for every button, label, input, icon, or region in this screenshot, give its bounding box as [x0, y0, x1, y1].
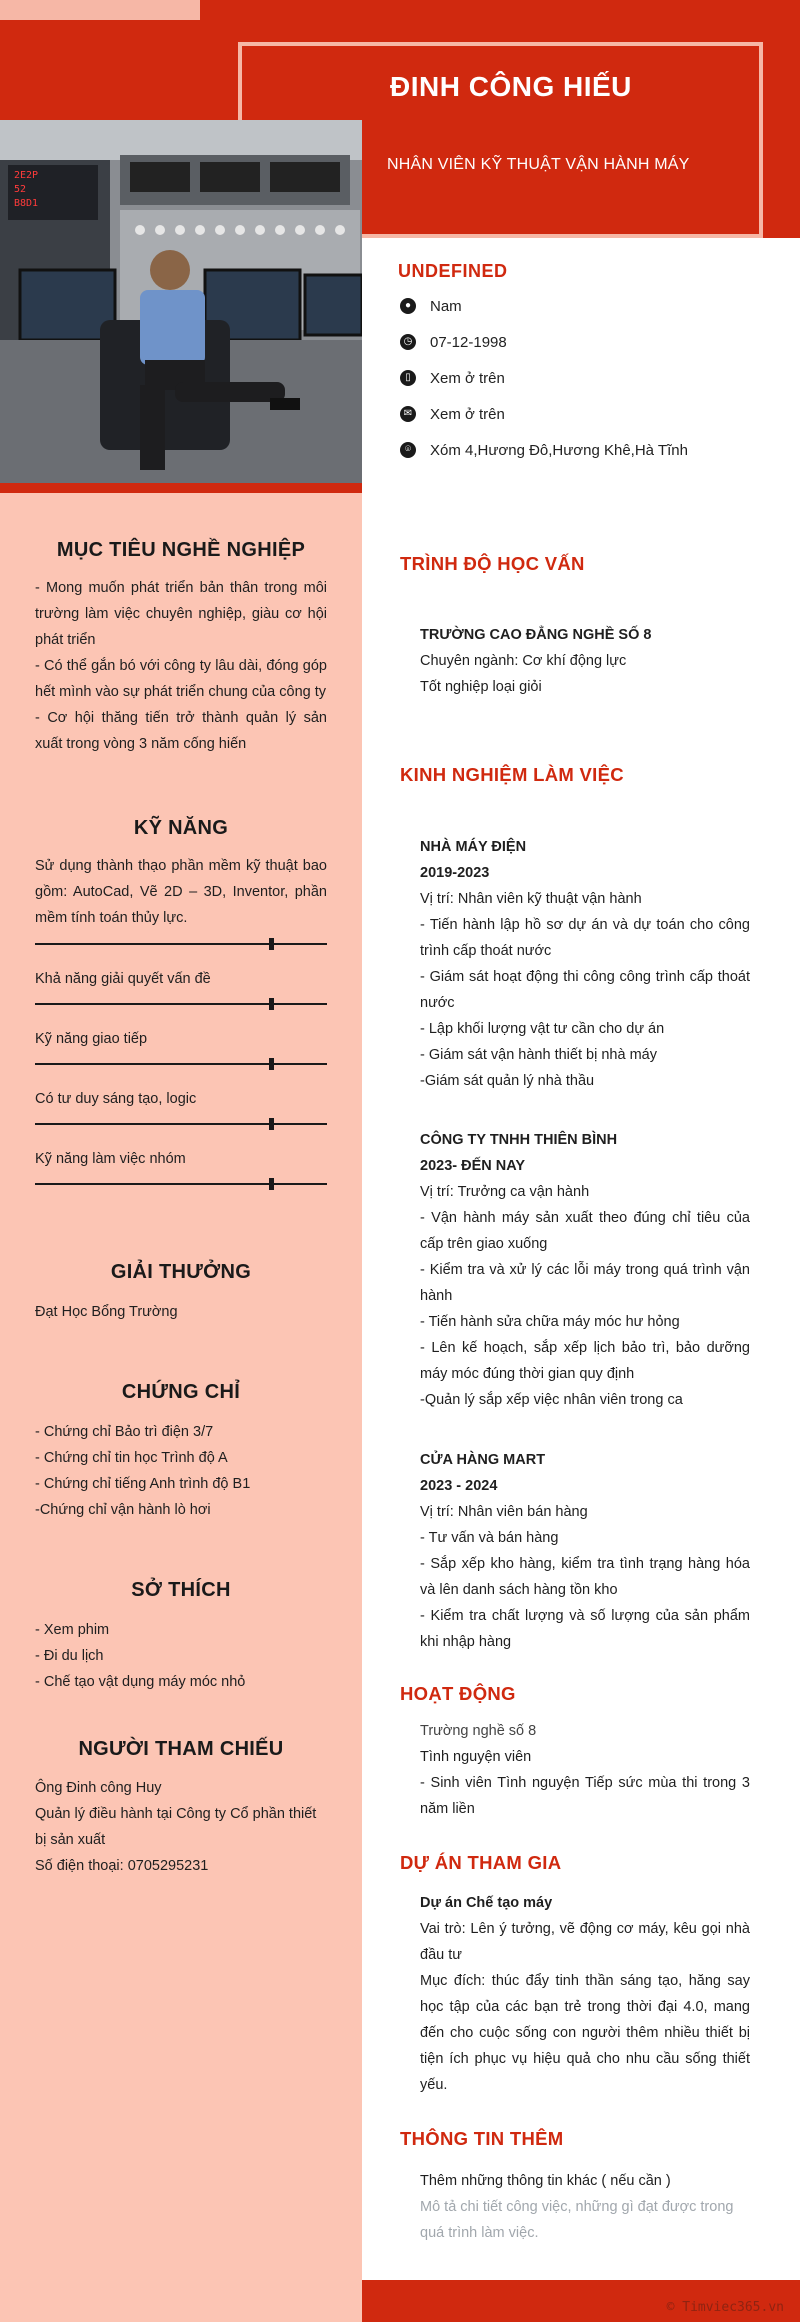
experience-job-3 [420, 1447, 750, 1655]
job-duty: - Kiểm tra và xử lý các lỗi máy trong quá trình vận hành [420, 1262, 750, 1304]
projects-block [420, 1890, 750, 2098]
job-duty: - Tiến hành sửa chữa máy móc hư hỏng [420, 1314, 680, 1330]
candidate-name: ĐINH CÔNG HIẾU [390, 71, 632, 102]
more-info-hint: Mô tả chi tiết công việc, những gì đạt được trong quá trình làm việc. [420, 2199, 734, 2241]
hobby-item: - Xem phim [35, 1622, 110, 1638]
more-info-heading: THÔNG TIN THÊM [400, 2128, 564, 2149]
hobbies-heading: SỞ THÍCH [131, 1579, 231, 1601]
job-duty: -Giám sát quản lý nhà thầu [420, 1073, 595, 1089]
job-duty: -Quản lý sắp xếp việc nhân viên trong ca [420, 1392, 683, 1408]
job-period: 2023- ĐẾN NAY [420, 1158, 526, 1174]
email-icon: ✉ [400, 406, 416, 422]
project-purpose: Mục đích: thúc đẩy tinh thần sáng tạo, hăng say học tập của các bạn trẻ trong thời đại 4.0, mang đến cho cuộc sống con người thêm nhiều thiết bị tiện ích phục vụ hiệu quả cho nhu cầu sống thiết yếu. [420, 1973, 750, 2093]
skill-knob [269, 1058, 274, 1070]
objective-line: - Mong muốn phát triển bản thân trong môi trường làm việc chuyên nghiệp, giàu cơ hội phát triển [35, 580, 327, 648]
skill-label-4: Có tư duy sáng tạo, logic [35, 1091, 197, 1107]
job-duty: - Lên kế hoạch, sắp xếp lịch bảo trì, bảo dưỡng máy móc đúng thời gian quy định [420, 1340, 750, 1382]
person-icon: ● [400, 298, 416, 314]
project-role: Vai trò: Lên ý tưởng, vẽ động cơ máy, kêu gọi nhà đầu tư [420, 1921, 750, 1963]
objective-text [35, 575, 327, 757]
skill-bar-5 [35, 1183, 327, 1185]
skill-label-1: Sử dụng thành thạo phần mềm kỹ thuật bao gồm: AutoCad, Vẽ 2D – 3D, Inventor, phần mềm tính toán thủy lực. [35, 858, 327, 926]
job-duty: - Lập khối lượng vật tư cần cho dự án [420, 1021, 665, 1037]
skill-knob [269, 998, 274, 1010]
info-email-text: Xem ở trên [430, 405, 505, 423]
job-duty: - Vận hành máy sản xuất theo đúng chỉ tiêu của cấp trên giao xuống [420, 1210, 750, 1252]
job-company: CÔNG TY TNHH THIÊN BÌNH [420, 1132, 618, 1148]
projects-heading: DỰ ÁN THAM GIA [400, 1852, 562, 1873]
job-company: NHÀ MÁY ĐIỆN [420, 839, 527, 855]
info-phone-text: Xem ở trên [430, 369, 505, 387]
awards-text: Đạt Học Bổng Trường [35, 1304, 178, 1320]
project-name: Dự án Chế tạo máy [420, 1895, 553, 1911]
activity-role: Tình nguyện viên [420, 1749, 532, 1765]
certificate-item: - Chứng chỉ tin học Trình độ A [35, 1450, 228, 1466]
skill-bar-2 [35, 1003, 327, 1005]
info-phone [400, 366, 505, 390]
certificate-item: -Chứng chỉ vận hành lò hơi [35, 1502, 211, 1518]
experience-heading: KINH NGHIỆM LÀM VIỆC [400, 764, 624, 785]
certificates-heading: CHỨNG CHỈ [121, 1381, 241, 1403]
skill-bar-4 [35, 1123, 327, 1125]
activity-desc: - Sinh viên Tình nguyện Tiếp sức mùa thi trong 3 năm liền [420, 1775, 750, 1817]
job-period: 2023 - 2024 [420, 1478, 498, 1494]
references-heading: NGƯỜI THAM CHIẾU [78, 1738, 284, 1760]
skill-bar-3 [35, 1063, 327, 1065]
personal-info-panel [362, 238, 800, 493]
info-gender-text: Nam [430, 297, 462, 315]
more-info-line: Thêm những thông tin khác ( nếu cần ) [420, 2173, 671, 2189]
skill-label-3: Kỹ năng giao tiếp [35, 1031, 148, 1047]
education-block [420, 622, 750, 700]
hobbies-list [35, 1617, 327, 1695]
certificate-item: - Chứng chỉ tiếng Anh trình độ B1 [35, 1476, 251, 1492]
job-duty: - Tiến hành lập hồ sơ dự án và dự toán cho công trình cấp thoát nước [420, 917, 750, 959]
job-duty: - Giám sát vận hành thiết bị nhà máy [420, 1047, 657, 1063]
experience-job-2 [420, 1127, 750, 1413]
education-school: TRƯỜNG CAO ĐẲNG NGHỀ SỐ 8 [420, 627, 652, 643]
education-result: Tốt nghiệp loại giỏi [420, 679, 542, 695]
svg-text:2E2P: 2E2P [14, 170, 39, 181]
skills-heading: KỸ NĂNG [133, 817, 229, 839]
references-list [35, 1775, 327, 1879]
phone-icon: ▯ [400, 370, 416, 386]
job-duty: - Kiểm tra chất lượng và số lượng của sản phẩm khi nhập hàng [420, 1608, 750, 1650]
profile-photo [0, 120, 362, 483]
awards-heading: GIẢI THƯỞNG [110, 1261, 252, 1283]
personal-info-heading: UNDEFINED [398, 261, 508, 281]
job-duty: - Tư vấn và bán hàng [420, 1530, 559, 1546]
info-birthday [400, 330, 507, 354]
job-role: Vị trí: Nhân viên bán hàng [420, 1504, 588, 1520]
reference-line: Ông Đinh công Huy [35, 1780, 162, 1796]
job-role: Vị trí: Trưởng ca vận hành [420, 1184, 590, 1200]
certificate-item: - Chứng chỉ Bảo trì điện 3/7 [35, 1424, 214, 1440]
info-address [400, 438, 688, 462]
objective-heading: MỤC TIÊU NGHỀ NGHIỆP [56, 539, 306, 561]
skill-label-2: Khả năng giải quyết vấn đề [35, 971, 211, 987]
job-duty: - Sắp xếp kho hàng, kiểm tra tình trạng hàng hóa và lên danh sách hàng tồn kho [420, 1556, 750, 1598]
header-accent-strip [0, 0, 200, 20]
skill-label-5: Kỹ năng làm việc nhóm [35, 1151, 186, 1167]
hobby-item: - Chế tạo vật dụng máy móc nhỏ [35, 1674, 246, 1690]
more-info-block [420, 2168, 750, 2246]
objective-line: - Cơ hội thăng tiến trở thành quản lý sản xuất trong vòng 3 năm cống hiến [35, 710, 327, 752]
calendar-icon: ◷ [400, 334, 416, 350]
activities-block [420, 1718, 750, 1822]
info-address-text: Xóm 4,Hương Đô,Hương Khê,Hà Tĩnh [430, 441, 688, 459]
info-email [400, 402, 505, 426]
experience-job-1 [420, 834, 750, 1094]
hobby-item: - Đi du lịch [35, 1648, 104, 1664]
info-gender [400, 294, 462, 318]
skill-knob [269, 1118, 274, 1130]
certificates-list [35, 1419, 327, 1523]
activities-heading: HOẠT ĐỘNG [400, 1683, 516, 1704]
info-birthday-text: 07-12-1998 [430, 333, 507, 351]
skill-knob [269, 1178, 274, 1190]
svg-text:B8D1: B8D1 [14, 198, 39, 209]
education-heading: TRÌNH ĐỘ HỌC VẤN [400, 553, 585, 574]
left-sidebar [0, 493, 362, 2322]
footer-watermark: © Timviec365.vn [666, 2300, 784, 2315]
location-icon: ⌾ [400, 442, 416, 458]
objective-line: - Có thể gắn bó với công ty lâu dài, đóng góp hết mình vào sự phát triển chung của công ty [35, 658, 327, 700]
activity-org: Trường nghề số 8 [420, 1723, 537, 1739]
reference-line: Quản lý điều hành tại Công ty Cổ phần thiết bị sản xuất [35, 1806, 317, 1848]
skill-knob [269, 938, 274, 950]
job-company: CỬA HÀNG MART [420, 1452, 546, 1468]
footer-bar [362, 2280, 800, 2322]
job-period: 2019-2023 [420, 865, 490, 881]
svg-text:52: 52 [14, 184, 27, 195]
job-duty: - Giám sát hoạt động thi công công trình cấp thoát nước [420, 969, 750, 1011]
job-role: Vị trí: Nhân viên kỹ thuật vận hành [420, 891, 642, 907]
candidate-job-title: NHÂN VIÊN KỸ THUẬT VẬN HÀNH MÁY [387, 156, 690, 173]
skill-bar-1 [35, 943, 327, 945]
reference-line: Số điện thoại: 0705295231 [35, 1858, 209, 1874]
education-major: Chuyên ngành: Cơ khí động lực [420, 653, 627, 669]
